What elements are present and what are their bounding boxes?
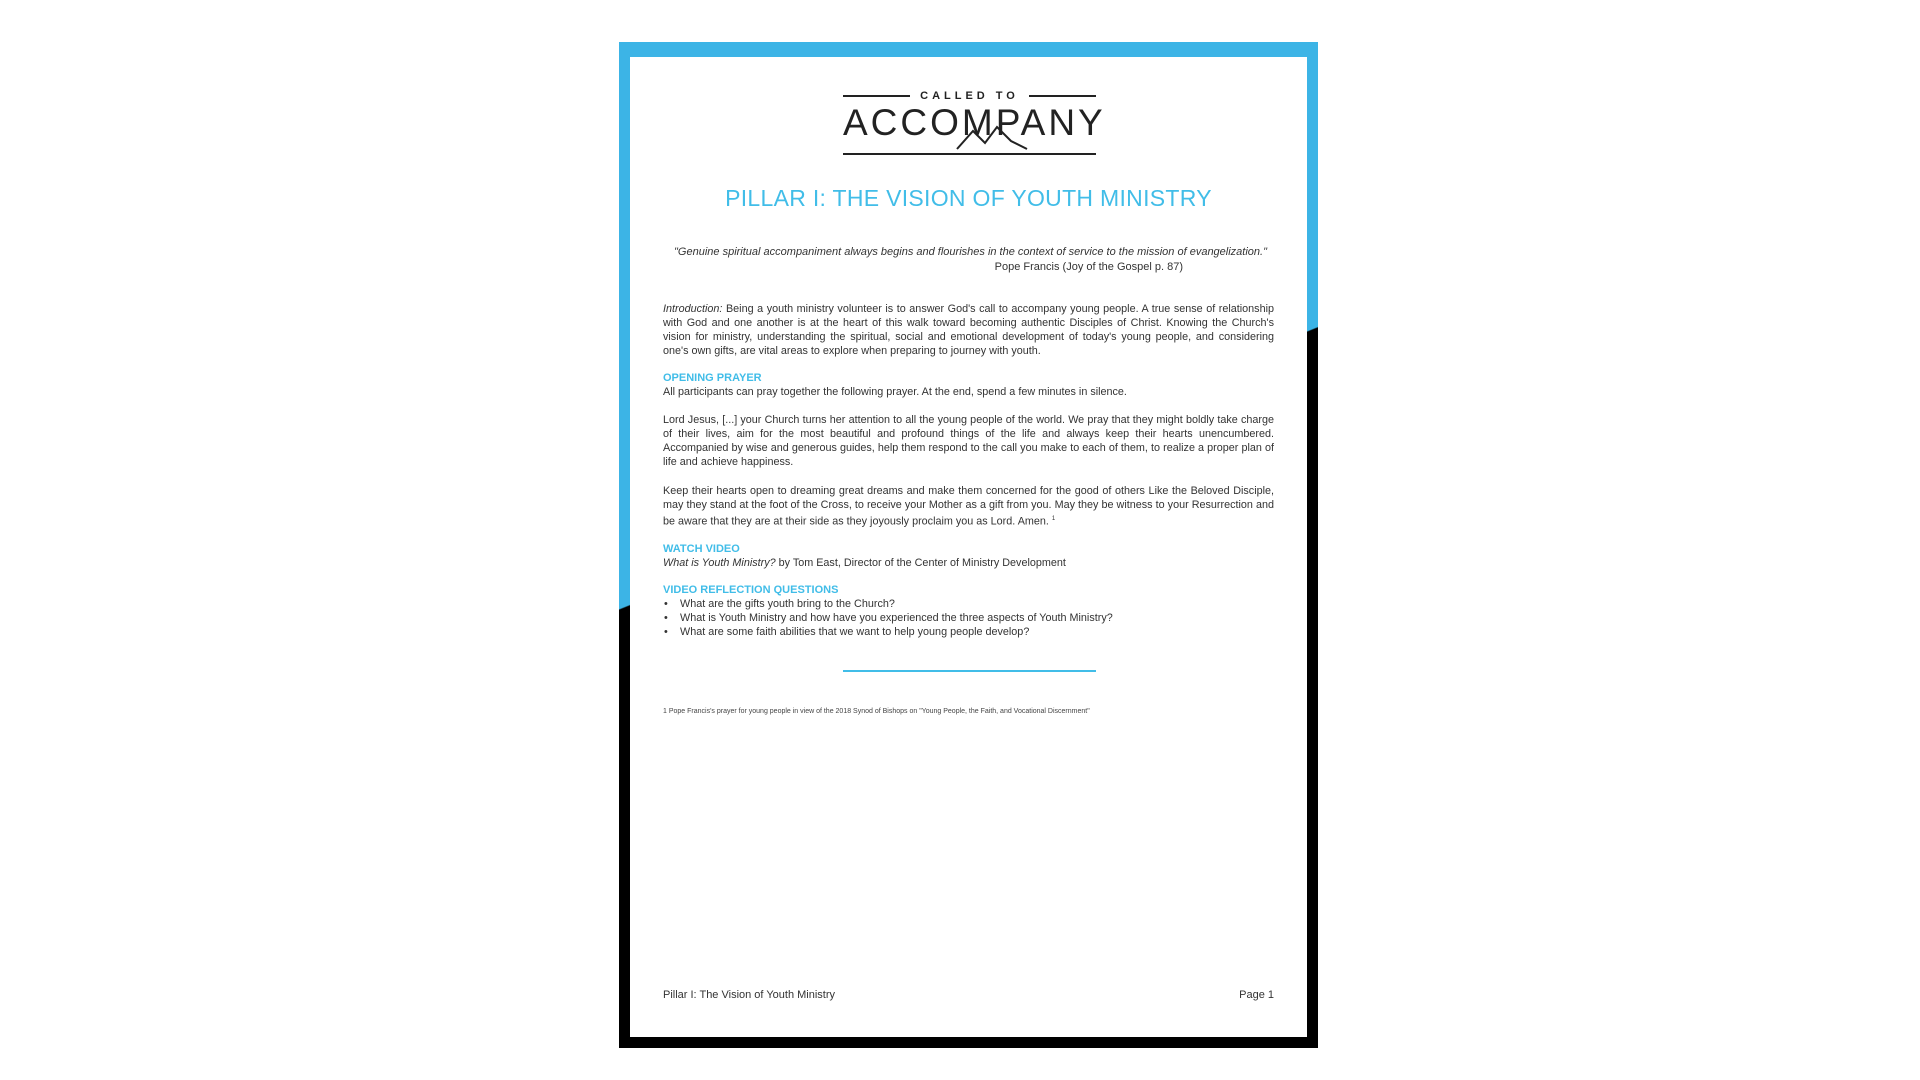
reflection-questions-list (663, 597, 1113, 639)
introduction-text: Being a youth ministry volunteer is to answer God's call to accompany young people. A true sense of relationship with God and one another is at the heart of this walk toward becoming authentic Disciples of Christ. Knowing the Church's vision for ministry, understanding the spiritual, social and emotional development of today's young people, and considering one's own gifts, are vital areas to explore when preparing to journey with youth. (663, 303, 1274, 357)
mountain-icon (953, 107, 1033, 151)
footer-title: Pillar I: The Vision of Youth Ministry (663, 989, 836, 1001)
introduction-paragraph (663, 302, 1274, 358)
list-item: • What are the gifts youth bring to the Church? (663, 597, 1113, 611)
watch-video-heading: WATCH VIDEO (663, 543, 740, 555)
section-divider (843, 670, 1096, 672)
logo-called-to: CALLED TO (920, 90, 1019, 102)
list-item: • What are some faith abilities that we want to help young people develop? (663, 625, 1113, 639)
logo-wordmark: ACCOMPANY (843, 102, 1106, 143)
footnote-marker: 1 (1051, 516, 1056, 522)
video-credit: by Tom East, Director of the Center of Ministry Development (775, 557, 1066, 569)
watch-video-line (663, 556, 1274, 570)
logo-bottom-rule (843, 153, 1096, 155)
footnote: 1 Pope Francis's prayer for young people in view of the 2018 Synod of Bishops on "Young People, the Faith, and Vocational Discernment" (663, 708, 1090, 715)
epigraph-source: Pope Francis (Joy of the Gospel p. 87) (994, 261, 1183, 273)
logo-rule-right (1029, 95, 1096, 97)
prayer-paragraph-1: Lord Jesus, [...] your Church turns her attention to all the young people of the world. We pray that they might boldly take charge of their lives, aim for the most beautiful and profound things of the life and always keep their hearts unencumbered. Accompanied by wise and generous guides, help them respond to the call you make to each of them, to realize a proper plan of life and achieve happiness. (663, 414, 1274, 468)
prayer-paragraph-2-text: Keep their hearts open to dreaming great dreams and make them concerned for the good of others Like the Beloved Disciple, may they stand at the foot of the Cross, to receive your Mother as a gift from you. May they be witness to your Resurrection and be aware that they are at their side as they joyously proclaim you as Lord. Amen. (663, 485, 1274, 528)
logo-top-line (843, 89, 1096, 103)
reflection-questions-heading: VIDEO REFLECTION QUESTIONS (663, 584, 839, 596)
list-item: • What is Youth Ministry and how have you experienced the three aspects of Youth Ministry? (663, 611, 1113, 625)
document-page (630, 57, 1307, 1037)
introduction-label: Introduction: (663, 303, 723, 315)
page-title: PILLAR I: THE VISION OF YOUTH MINISTRY (725, 185, 1212, 211)
epigraph-quote: "Genuine spiritual accompaniment always begins and flourishes in the context of service to the mission of evangelization." (674, 246, 1267, 258)
prayer-paragraph-2 (663, 484, 1274, 529)
page-number: Page 1 (1239, 989, 1274, 1001)
opening-prayer-instruction: All participants can pray together the following prayer. At the end, spend a few minutes in silence. (663, 386, 1127, 398)
video-title: What is Youth Ministry? (663, 557, 776, 569)
opening-prayer-heading: OPENING PRAYER (663, 372, 762, 384)
